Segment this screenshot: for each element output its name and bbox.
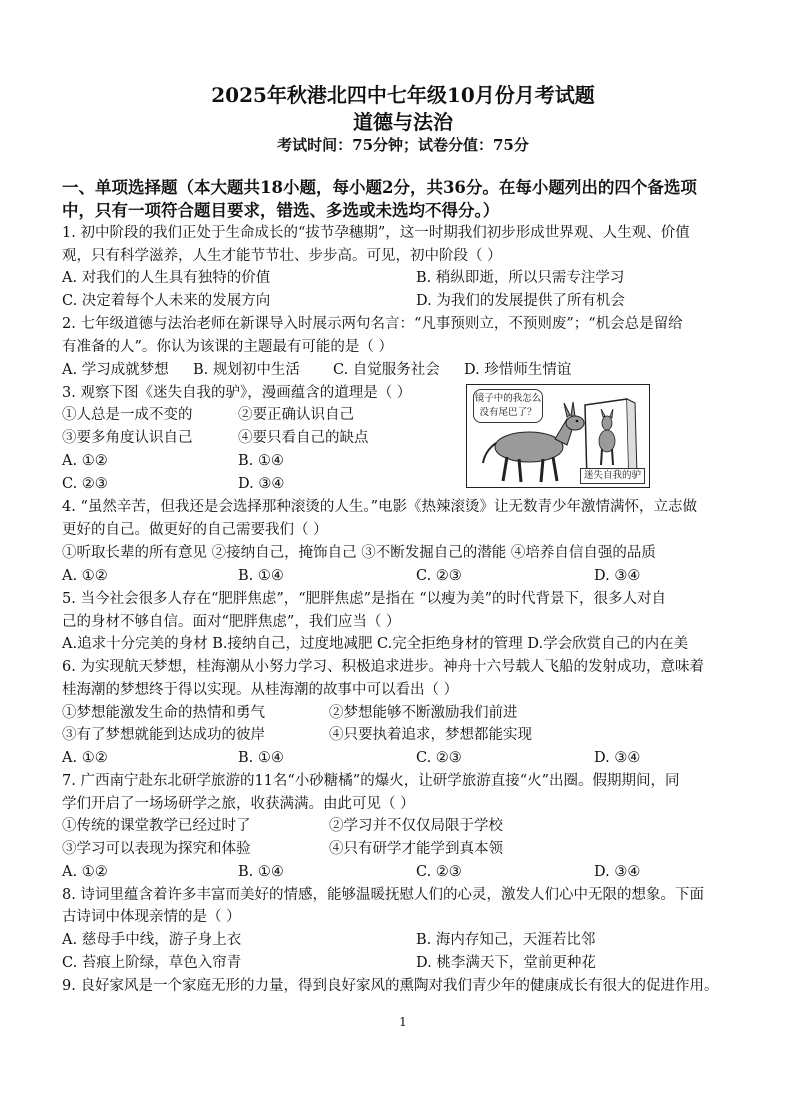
speech-bubble: 镜子中的我怎么没有尾巴了？ (473, 389, 543, 423)
q2-option-a: A. 学习成就梦想 (62, 362, 169, 378)
q4-statements: ①听取长辈的所有意见 ②接纳自己，掩饰自己 ③不断发掘自己的潜能 ④培养自信自强的品质 (62, 545, 656, 561)
q7-statement-1: ①传统的课堂教学已经过时了 (62, 818, 251, 834)
q9-stem-line1: 9. 良好家风是一个家庭无形的力量，得到良好家风的熏陶对我们青少年的健康成长有很大的促进作用。 (62, 978, 719, 994)
q5-stem-line2: 己的身材不够自信。面对“肥胖焦虑”，我们应当（ ） (62, 614, 401, 630)
q8-option-d: D. 桃李满天下，堂前更种花 (416, 955, 596, 971)
q3-statement-3: ③要多角度认识自己 (62, 430, 193, 446)
q3-statement-2: ②要正确认识自己 (238, 407, 354, 423)
q7-statement-3: ③学习可以表现为探究和体验 (62, 841, 251, 857)
q7-option-b: B. ①④ (238, 864, 284, 880)
q2-option-d: D. 珍惜师生情谊 (464, 362, 572, 378)
q6-stem-line1: 6. 为实现航天梦想，桂海潮从小努力学习、积极追求进步。神舟十六号载人飞船的发射成功，意味着 (62, 659, 704, 675)
q4-stem-line2: 更好的自己。做更好的自己需要我们（ ） (62, 522, 328, 538)
q8-stem-line2: 古诗词中体现亲情的是（ ） (62, 909, 241, 925)
q6-option-d: D. ③④ (594, 750, 641, 766)
page-number: 1 (399, 1015, 407, 1029)
exam-info: 考试时间：75分钟；试卷分值：75分 (277, 136, 529, 154)
q7-stem-line1: 7. 广西南宁赴东北研学旅游的11名“小砂糖橘”的爆火，让研学旅游直接“火”出圈。假期期间，同 (62, 773, 680, 789)
q6-statement-4: ④只要执着追求，梦想都能实现 (329, 727, 532, 743)
q1-option-b: B. 稍纵即逝，所以只需专注学习 (416, 270, 625, 286)
lost-donkey-cartoon (466, 384, 650, 488)
q4-option-d: D. ③④ (594, 568, 641, 584)
q6-statement-3: ③有了梦想就能到达成功的彼岸 (62, 727, 265, 743)
section-heading-line1: 一、单项选择题（本大题共18小题，每小题2分，共36分。在每小题列出的四个备选项 (62, 178, 697, 197)
q1-stem-line1: 1. 初中阶段的我们正处于生命成长的“拔节孕穗期”，这一时期我们初步形成世界观、人生观、价值 (62, 225, 690, 241)
q3-statement-1: ①人总是一成不变的 (62, 407, 193, 423)
q2-stem-line1: 2. 七年级道德与法治老师在新课导入时展示两句名言：“凡事预则立，不预则废”；“机会总是留给 (62, 316, 683, 332)
q8-option-b: B. 海内存知己，天涯若比邻 (416, 932, 596, 948)
q5-options: A.追求十分完美的身材 B.接纳自己，过度地减肥 C.完全拒绝身材的管理 D.学会欣赏自己的内在美 (62, 636, 689, 652)
q4-option-a: A. ①② (62, 568, 108, 584)
q5-stem-line1: 5. 当今社会很多人存在“肥胖焦虑”，“肥胖焦虑”是指在 “以瘦为美”的时代背景下，很多人对自 (62, 591, 667, 607)
q7-statement-4: ④只有研学才能学到真本领 (329, 841, 503, 857)
q6-statement-2: ②梦想能够不断激励我们前进 (329, 705, 518, 721)
q3-option-a: A. ①② (62, 453, 108, 469)
q7-statement-2: ②学习并不仅仅局限于学校 (329, 818, 503, 834)
q6-option-c: C. ②③ (416, 750, 462, 766)
q7-stem-line2: 学们开启了一场场研学之旅，收获满满。由此可见（ ） (62, 796, 415, 812)
q7-option-c: C. ②③ (416, 864, 462, 880)
q6-stem-line2: 桂海潮的梦想终于得以实现。从桂海潮的故事中可以看出（ ） (62, 682, 459, 698)
q6-option-b: B. ①④ (238, 750, 284, 766)
q2-stem-line2: 有准备的人”。你认为该课的主题最有可能的是（ ） (62, 339, 394, 355)
q2-option-c: C. 自觉服务社会 (333, 362, 440, 378)
q1-option-a: A. 对我们的人生具有独特的价值 (62, 270, 271, 286)
exam-title: 2025年秋港北四中七年级10月份月考试题 (211, 83, 595, 107)
section-heading-line2: 中，只有一项符合题目要求，错选、多选或未选均不得分。） (62, 201, 500, 220)
q1-stem-line2: 观，只有科学滋养，人生才能节节壮、步步高。可见，初中阶段（ ） (62, 248, 502, 264)
q3-option-b: B. ①④ (238, 453, 284, 469)
q4-option-b: B. ①④ (238, 568, 284, 584)
q4-stem-line1: 4. “虽然辛苦，但我还是会选择那种滚烫的人生。”电影《热辣滚烫》让无数青少年激情满怀，立志做 (62, 499, 698, 515)
q7-option-a: A. ①② (62, 864, 108, 880)
cartoon-caption: 迷失自我的驴 (580, 468, 645, 484)
q3-stem: 3. 观察下图《迷失自我的驴》，漫画蕴含的道理是（ ） (62, 385, 412, 401)
q2-option-b: B. 规划初中生活 (193, 362, 300, 378)
q7-option-d: D. ③④ (594, 864, 641, 880)
q6-option-a: A. ①② (62, 750, 108, 766)
q1-option-c: C. 决定着每个人未来的发展方向 (62, 293, 271, 309)
q6-statement-1: ①梦想能激发生命的热情和勇气 (62, 705, 265, 721)
subject-title: 道德与法治 (353, 110, 453, 134)
q3-option-c: C. ②③ (62, 476, 108, 492)
q3-statement-4: ④要只看自己的缺点 (238, 430, 369, 446)
q1-option-d: D. 为我们的发展提供了所有机会 (416, 293, 625, 309)
q8-stem-line1: 8. 诗词里蕴含着许多丰富而美好的情感，能够温暖抚慰人们的心灵，激发人们心中无限的想象。下面 (62, 887, 704, 903)
q3-option-d: D. ③④ (238, 476, 285, 492)
q8-option-a: A. 慈母手中线，游子身上衣 (62, 932, 242, 948)
q8-option-c: C. 苔痕上阶绿，草色入帘青 (62, 955, 242, 971)
q4-option-c: C. ②③ (416, 568, 462, 584)
